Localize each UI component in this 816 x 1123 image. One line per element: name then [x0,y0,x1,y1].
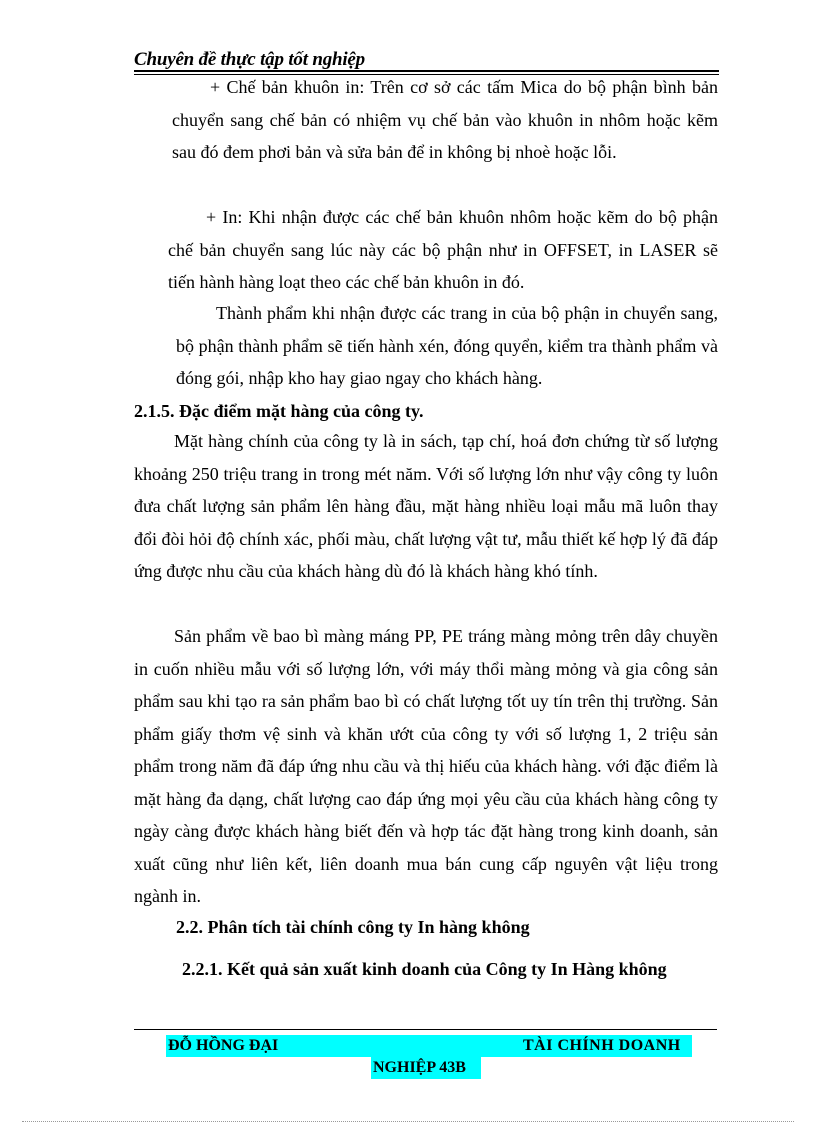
section-heading-2-2-1: 2.2.1. Kết quả sản xuất kinh doanh của Công ty In Hàng không [182,959,667,979]
section-heading-2-1-5: 2.1.5. Đặc điểm mặt hàng của công ty. [134,401,424,421]
paragraph-san-pham-bao-bi: Sản phẩm về bao bì màng máng PP, PE tráng màng mỏng trên dây chuyền in cuốn nhiều mẫu với số lượng lớn, với máy thổi màng mỏng và gia công sản phẩm sau khi tạo ra sản phẩm bao bì có chất lượng tốt uy tín trên thị trường. Sản phẩm giấy thơm vệ sinh và khăn ướt của công ty với số lượng 1, 2 triệu sản phẩm trong năm đã đáp ứng nhu cầu và thị hiếu của khách hàng. với đặc điểm là mặt hàng đa dạng, chất lượng cao đáp ứng mọi yêu cầu của khách hàng công ty ngày càng được khách hàng biết đến và hợp tác đặt hàng trong kinh doanh, sản xuất cũng như liên kết, liên doanh mua bán cung cấp nguyên vật liệu trong ngành in. [134,626,718,906]
section-heading-2-2: 2.2. Phân tích tài chính công ty In hàng không [176,917,530,937]
paragraph-thanh-pham: Thành phẩm khi nhận được các trang in của bộ phận in chuyển sang, bộ phận thành phẩm sẽ tiến hành xén, đóng quyển, kiểm tra thành phẩm và đóng gói, nhập kho hay giao ngay cho khách hàng. [176,303,718,388]
page-bottom-border [22,1121,794,1122]
paragraph-in: + In: Khi nhận được các chế bản khuôn nhôm hoặc kẽm do bộ phận chế bản chuyển sang lúc này các bộ phận như in OFFSET, in LASER sẽ tiến hành hàng loạt theo các chế bản khuôn in đó. [168,207,718,292]
footer-department: TÀI CHÍNH DOANH [523,1037,681,1054]
paragraph-che-ban-khuon-in: + Chế bản khuôn in: Trên cơ sở các tấm Mica do bộ phận bình bản chuyển sang chế bản có nhiệm vụ chế bản vào khuôn in nhôm hoặc kẽm sau đó đem phơi bản và sửa bản để in không bị nhoè hoặc lỗi. [172,77,718,162]
footer-rule [134,1029,717,1030]
page-header-title: Chuyên đề thực tập tốt nghiệp [134,49,365,70]
footer-author: ĐỖ HỒNG ĐẠI [168,1037,279,1054]
footer-department-line2: NGHIỆP 43B [373,1059,466,1076]
paragraph-mat-hang-chinh: Mặt hàng chính của công ty là in sách, tạp chí, hoá đơn chứng từ số lượng khoảng 250 triệu trang in trong mét năm. Với số lượng lớn như vậy công ty luôn đưa chất lượng sản phẩm lên hàng đầu, mặt hàng nhiều loại mẫu mã luôn thay đổi đòi hỏi độ chính xác, phối màu, chất lượng vật tư, mẫu thiết kế hợp lý đã đáp ứng được nhu cầu của khách hàng dù đó là khách hàng khó tính. [134,431,718,581]
